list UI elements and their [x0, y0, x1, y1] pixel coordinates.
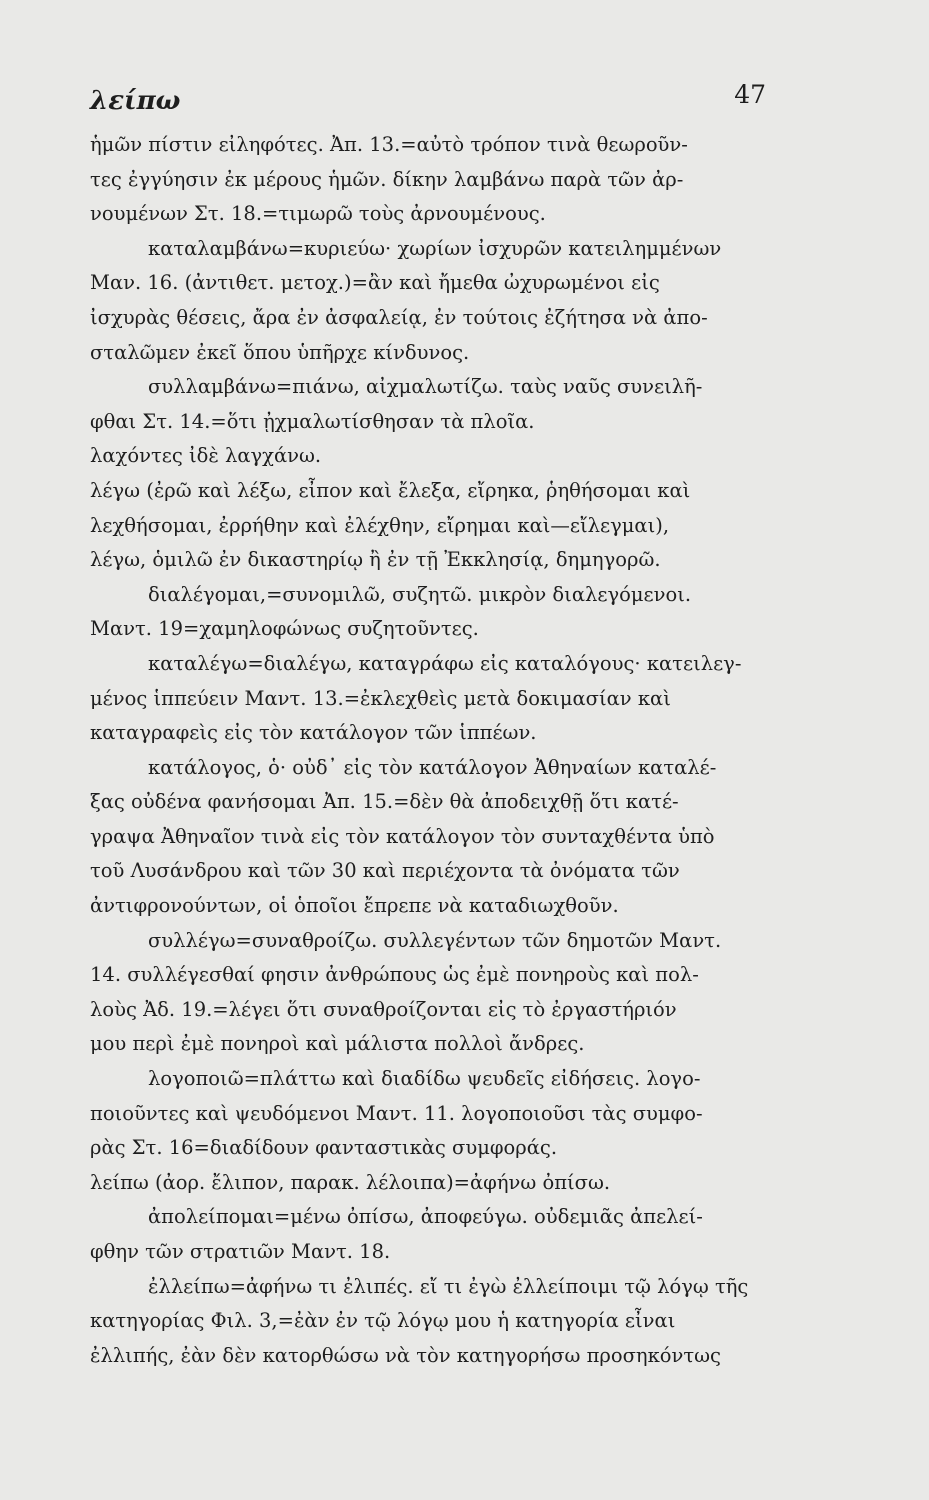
text-line: μένος ἱππεύειν Μαντ. 13.=ἐκλεχθεὶς μετὰ δοκιμασίαν καὶ	[90, 686, 671, 710]
text-line: διαλέγομαι,=συνομιλῶ, συζητῶ. μικρὸν διαλεγόμενοι.	[148, 582, 692, 606]
text-line: 14. συλλέγεσθαί φησιν ἀνθρώπους ὡς ἐμὲ πονηροὺς καὶ πολ-	[90, 963, 699, 987]
body-text	[90, 128, 790, 1373]
text-line: καταλέγω=διαλέγω, καταγράφω εἰς καταλόγους· κατειλεγ-	[148, 651, 742, 675]
text-line: λείπω (ἀορ. ἔλιπον, παρακ. λέλοιπα)=ἀφήνω ὀπίσω.	[90, 1170, 611, 1194]
text-line: λεχθήσομαι, ἐρρήθην καὶ ἐλέχθην, εἴρημαι καὶ—εἴλεγμαι),	[90, 513, 670, 537]
text-line: τοῦ Λυσάνδρου καὶ τῶν 30 καὶ περιέχοντα τὰ ὀνόματα τῶν	[90, 859, 680, 883]
text-line: κατάλογος, ὁ· οὐδ᾽ εἰς τὸν κατάλογον Ἀθηναίων καταλέ-	[148, 755, 717, 779]
text-line: ἐλλιπής, ἐὰν δὲν κατορθώσω νὰ τὸν κατηγορήσω προσηκόντως	[90, 1343, 721, 1367]
text-line: φθην τῶν στρατιῶν Μαντ. 18.	[90, 1240, 391, 1263]
text-line: κατηγορίας Φιλ. 3,=ἐὰν ἐν τῷ λόγῳ μου ἡ κατηγορία εἶναι	[90, 1309, 676, 1333]
text-line: μου περὶ ἐμὲ πονηροὶ καὶ μάλιστα πολλοὶ ἄνδρες.	[90, 1032, 585, 1056]
text-line: λέγω, ὁμιλῶ ἐν δικαστηρίῳ ἢ ἐν τῇ Ἐκκλησίᾳ, δημηγορῶ.	[90, 548, 661, 572]
text-line: λαχόντες ἰδὲ λαγχάνω.	[90, 444, 322, 468]
text-line: ποιοῦντες καὶ ψευδόμενοι Μαντ. 11. λογοποιοῦσι τὰς συμφο-	[90, 1101, 703, 1125]
running-head: λείπω	[90, 86, 181, 116]
text-line: ἀπολείπομαι=μένω ὀπίσω, ἀποφεύγω. οὐδεμιᾶς ἀπελεί-	[148, 1205, 703, 1229]
text-line: νουμένων Στ. 18.=τιμωρῶ τοὺς ἀρνουμένους.	[90, 202, 546, 226]
text-line: Μαν. 16. (ἀντιθετ. μετοχ.)=ἂν καὶ ἤμεθα ὠχυρωμένοι εἰς	[90, 271, 660, 295]
text-line: συλλαμβάνω=πιάνω, αἰχμαλωτίζω. ταὺς ναῦς συνειλῆ-	[148, 375, 703, 399]
text-line: Μαντ. 19=χαμηλοφώνως συζητοῦντες.	[90, 617, 479, 641]
text-line: σταλῶμεν ἐκεῖ ὅπου ὑπῆρχε κίνδυνος.	[90, 340, 470, 364]
text-line: ἡμῶν πίστιν εἰληφότες. Ἀπ. 13.=αὐτὸ τρόπον τινὰ θεωροῦν-	[90, 133, 688, 156]
text-line: ἐλλείπω=ἀφήνω τι ἐλιπές. εἴ τι ἐγὼ ἐλλείποιμι τῷ λόγῳ τῆς	[148, 1274, 749, 1298]
text-line: λοὺς Ἀδ. 19.=λέγει ὅτι συναθροίζονται εἰς τὸ ἐργαστήριόν	[90, 997, 677, 1021]
text-line: καταγραφεὶς εἰς τὸν κατάλογον τῶν ἱππέων.	[90, 721, 537, 745]
text-line: ἰσχυρὰς θέσεις, ἄρα ἐν ἀσφαλείᾳ, ἐν τούτοις ἐζήτησα νὰ ἀπο-	[90, 305, 708, 329]
text-line: λογοποιῶ=πλάττω καὶ διαδίδω ψευδεῖς εἰδήσεις. λογο-	[148, 1067, 701, 1091]
text-line: ξας οὐδένα φανήσομαι Ἀπ. 15.=δὲν θὰ ἀποδειχθῇ ὅτι κατέ-	[90, 790, 679, 814]
text-line: γραψα Ἀθηναῖον τινὰ εἰς τὸν κατάλογον τὸν συνταχθέντα ὑπὸ	[90, 824, 715, 848]
text-line: φθαι Στ. 14.=ὅτι ᾐχμαλωτίσθησαν τὰ πλοῖα.	[90, 409, 535, 433]
text-line: τες ἐγγύησιν ἐκ μέρους ἡμῶν. δίκην λαμβάνω παρὰ τῶν ἀρ-	[90, 167, 684, 191]
text-line: καταλαμβάνω=κυριεύω· χωρίων ἰσχυρῶν κατειλημμένων	[148, 236, 722, 260]
page-number: 47	[734, 80, 766, 109]
text-line: συλλέγω=συναθροίζω. συλλεγέντων τῶν δημοτῶν Μαντ.	[148, 928, 722, 952]
text-line: ρὰς Στ. 16=διαδίδουν φανταστικὰς συμφοράς.	[90, 1136, 558, 1160]
text-line: ἀντιφρονούντων, οἱ ὁποῖοι ἔπρεπε νὰ καταδιωχθοῦν.	[90, 894, 619, 918]
text-line: λέγω (ἐρῶ καὶ λέξω, εἶπον καὶ ἔλεξα, εἴρηκα, ῥηθήσομαι καὶ	[90, 478, 691, 502]
